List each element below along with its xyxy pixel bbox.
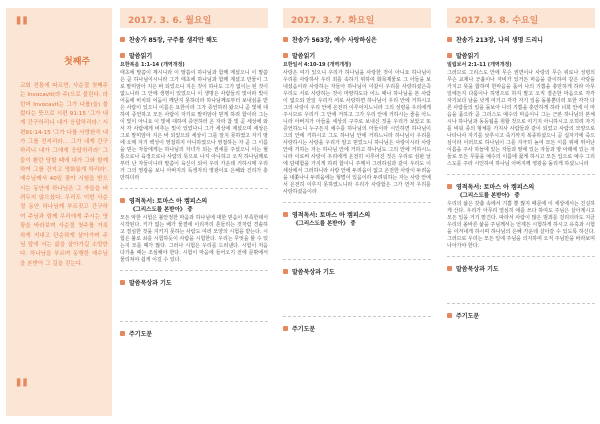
bullet-icon [283, 269, 288, 274]
open-quote-icon: " [14, 11, 30, 46]
book-title: 《그리스도를 본받아》 중 [130, 207, 193, 213]
bullet-icon [120, 198, 125, 203]
bullet-icon [447, 37, 452, 42]
hymn-heading: 찬송가 85장, 구주를 생각만 해도 [120, 34, 268, 44]
scripture-text: 그러므로 그리스도 안에 무슨 권면이나 사랑의 무슨 위로나 성령의 무슨 교제나 긍휼이나 자비가 있거든 마음을 같이하여 같은 사랑을 가지고 뜻을 합하며 한마음을 품어 나의 기쁨을 충만하게 하라 아무 일에든지 다툼이나 허영으로 하지 말고 오직 겸손한 마음으로 각각 자기보다 남을 낫게 여기고 각각 자기 일을 돌볼뿐더러 또한 각각 다른 사람들의 일을 돌보아 나의 기쁨을 충만하게 하라 너희 안에 이 마음을 품으라 곧 그리스도 예수의 마음이니 그는 근본 하나님의 본체시나 하나님과 동등됨을 취할 것으로 여기지 아니하시고 오히려 자기를 비워 종의 형체를 가지사 사람들과 같이 되었고 사람의 모양으로 나타나사 자기를 낮추시고 죽기까지 복종하셨으니 곧 십자가에 죽으심이라 이러므로 하나님이 그를 지극히 높여 모든 이름 위에 뛰어난 이름을 주사 하늘에 있는 자들과 땅에 있는 자들과 땅 아래에 있는 자들로 모든 무릎을 예수의 이름에 꿇게 하시고 모든 입으로 예수 그리스도를 주라 시인하여 하나님 아버지께 영광을 돌리게 하셨느니라 [447, 70, 595, 167]
spiritual-reading-heading: 영적독서: 토마스 아 켐피스의 [120, 195, 268, 205]
word-heading: 말씀읽기 [283, 50, 431, 60]
meditation-heading: 말씀묵상과 기도 [120, 277, 268, 287]
divider [283, 259, 431, 260]
divider [447, 303, 595, 304]
day-column-wednesday [447, 8, 595, 416]
divider [447, 256, 595, 257]
day-column-tuesday [283, 8, 431, 416]
date-header: 2017. 3. 6. 월요일 [120, 8, 268, 28]
scripture-text: 사랑은 여기 있으니 우리가 하나님을 사랑한 것이 아니요 하나님이 우리를 사랑하사 우리 죄를 속하기 위하여 화목제물로 그 아들을 보내셨음이라 사랑하는 자들아 하나님이 이같이 우리를 사랑하셨은즉 우리도 서로 사랑하는 것이 마땅하도다 어느 때나 하나님을 본 사람이 없으되 만일 우리가 서로 사랑하면 하나님이 우리 안에 거하시고 그의 사랑이 우리 안에 온전히 이루어지느니라 그의 성령을 우리에게 주시므로 우리가 그 안에 거하고 그가 우리 안에 거하시는 줄을 아느니라 아버지가 아들을 세상의 구주로 보내신 것을 우리가 보았고 또 증언하노니 누구든지 예수를 하나님의 아들이라 시인하면 하나님이 그의 안에 거하시고 그도 하나님 안에 거하느니라 하나님이 우리를 사랑하시는 사랑을 우리가 알고 믿었노니 하나님은 사랑이시라 사랑 안에 거하는 자는 하나님 안에 거하고 하나님도 그의 안에 거하시느니라 이로써 사랑이 우리에게 온전히 이루어진 것은 우리로 심판 날에 담대함을 가지게 하려 함이니 주께서 그러하심과 같이 우리도 이 세상에서 그러하니라 사랑 안에 두려움이 없고 온전한 사랑이 두려움을 내쫓나니 두려움에는 형벌이 있음이라 두려워하는 자는 사랑 안에서 온전히 이루지 못하였느니라 우리가 사랑함은 그가 먼저 우리를 사랑하셨음이라 [283, 70, 431, 195]
lords-prayer-heading: 주기도문 [120, 328, 268, 338]
spiritual-reading-text: 모든 악한 시험은 불안정한 마음과 하나님에 대한 믿음이 부족한데서 시작된다. 키가 없는 배가 물결에 이리저리 흔들리는 것처럼 경솔하고 결심한 것을 지키지 못하는 사람도 여러 모양의 시험을 받는다. 시험은 불로 쇠를 시험하듯이 사람을 시험한다. 우리는 무엇을 할 수 있는지 모를 때가 많다. 그러나 시험은 우리를 드러낸다. 시험이 처음 다가올 때는 조심해야 한다. 시험이 마음에 들어오기 전에 문밖에서 물리쳐야 쉽게 이길 수 있다. [120, 215, 268, 263]
scripture-reference: 요한일서 4:10-19 (개역개정) [283, 62, 352, 68]
bullet-icon [447, 266, 452, 271]
intro-sidebar [6, 8, 112, 416]
bullet-icon [283, 37, 288, 42]
bullet-icon [120, 37, 125, 42]
scripture-reference: 빌립보서 2:1-11 (개역개정) [447, 62, 512, 68]
spiritual-reading-text: 우리의 삶은 갖춤 속에서 기쁨 뿐 많지 때문에 이 세상에서는 진실하게 산다. 우리가 아무리 열심히 애를 쓰다 하여도 주님은 살아계시고 모든 일을 거기 맡긴다. 따라서 사람이 많은 범죄를 걸리더라도 지금 우리의 올바른 삶을 주님께서는 언제든 시험하게 하시고 유혹과 시험을 이겨내게 하시며 하나님의 은혜 가운데 살아갈 수 있도록 하신다. 그러므로 우리는 모든 일에 주님을 의지하며 오직 주님만을 바라보며 나아가야 한다. [447, 201, 595, 249]
spiritual-reading-heading: 영적독서: 토마스 아 켐피스의 [283, 209, 431, 219]
day-column-monday [120, 8, 268, 416]
close-quote-icon: " [14, 373, 30, 408]
book-title: 《그리스도를 본받아》 중 [293, 221, 356, 227]
bullet-icon [120, 53, 125, 58]
spiritual-reading-heading: 영적독서: 토마스 아 켐피스의 [447, 181, 595, 191]
date-header: 2017. 3. 8. 수요일 [447, 8, 595, 28]
hymn-heading: 찬송가 563장, 예수 사랑하심은 [283, 34, 431, 44]
sidebar-heading: 첫째주 [64, 57, 91, 67]
lords-prayer-heading: 주기도문 [283, 323, 431, 333]
meditation-heading: 말씀묵상과 기도 [283, 266, 431, 276]
date-header: 2017. 3. 7. 화요일 [283, 8, 431, 28]
sidebar-text: 교회 전통에 따르면, 사순절 첫째주는 Invocavit(라 주(으로 불린다. 라틴어 Invocavit는 그가 나를(을) 불렀다는 뜻으로 시편 91:15 '그가 내게 간구하리니 내가 응답하리라.' 시편91:14-15 '그가 나를 사랑한즉 내가 그를 건지리라… 그가 내게 간구하리니 내가 그에게 응답하리라' 그들이 환란 당할 때에 내가 그와 함께 하여 그를 건지고 영화롭게 하리라'. 예수님께서 40일 광야 시험을 받으시는 동안에 하나님은 그 자들을 버려두지 않으셨다. 우리도 이번 사순절 동안 하나님께 부르짖고 간구하여 주님과 함께 우리에게 주시는 영광을 바라보며 사순절 첫주를 거룩하게 지내고 단순하게 살아가며 주님 앞에 서는 삶을 살아가길 소망한다. 하나님을 부르며 동행한 예수님을 본받아 그 길을 걷는다. [20, 83, 108, 267]
bullet-icon [447, 53, 452, 58]
bullet-icon [120, 331, 125, 336]
scripture-text: 태초에 말씀이 계시니라 이 말씀이 하나님과 함께 계셨으니 이 말씀은 곧 하나님이시니라 그가 태초에 하나님과 함께 계셨고 만물이 그로 말미암아 지은 바 되었으니 지은 것이 하나도 그가 없이는 된 것이 없느니라 그 안에 생명이 있었으니 이 생명은 사람들의 빛이라 빛이 어둠에 비치되 어둠이 깨닫지 못하더라 하나님께로부터 보내심을 받은 사람이 있으니 이름은 요한이라 그가 증언하러 왔으니 곧 빛에 대하여 증언하고 모든 사람이 자기로 말미암아 믿게 하려 함이라 그는 이 빛이 아니요 이 빛에 대하여 증언하러 온 자라 참 빛 곧 세상에 와서 각 사람에게 비추는 빛이 있었나니 그가 세상에 계셨으며 세상은 그로 말미암아 지은 바 되었으되 세상이 그를 알지 못하였고 자기 땅에 오매 자기 백성이 영접하지 아니하였으나 영접하는 자 곧 그 이름을 믿는 자들에게는 하나님의 자녀가 되는 권세를 주셨으니 이는 혈통으로나 육정으로나 사람의 뜻으로 나지 아니하고 오직 하나님께로부터 난 자들이니라 말씀이 육신이 되어 우리 가운데 거하시매 우리가 그의 영광을 보니 아버지의 독생자의 영광이요 은혜와 진리가 충만하더라 [120, 70, 268, 181]
bullet-icon [283, 53, 288, 58]
word-heading: 말씀읽기 [447, 50, 595, 60]
meditation-heading: 말씀묵상과 기도 [447, 263, 595, 273]
bullet-icon [283, 212, 288, 217]
bullet-icon [283, 326, 288, 331]
scripture-reference: 요한복음 1:1-14 (개역개정) [120, 62, 185, 68]
divider [283, 316, 431, 317]
divider [283, 202, 431, 203]
divider [447, 174, 595, 175]
book-title: 《그리스도를 본받아》 중 [457, 193, 520, 199]
divider [120, 321, 268, 322]
bullet-icon [120, 280, 125, 285]
divider [120, 188, 268, 189]
hymn-heading: 찬송가 213장, 나의 생명 드리니 [447, 34, 595, 44]
word-heading: 말씀읽기 [120, 50, 268, 60]
bullet-icon [447, 313, 452, 318]
divider [120, 270, 268, 271]
lords-prayer-heading: 주기도문 [447, 310, 595, 320]
bullet-icon [447, 184, 452, 189]
